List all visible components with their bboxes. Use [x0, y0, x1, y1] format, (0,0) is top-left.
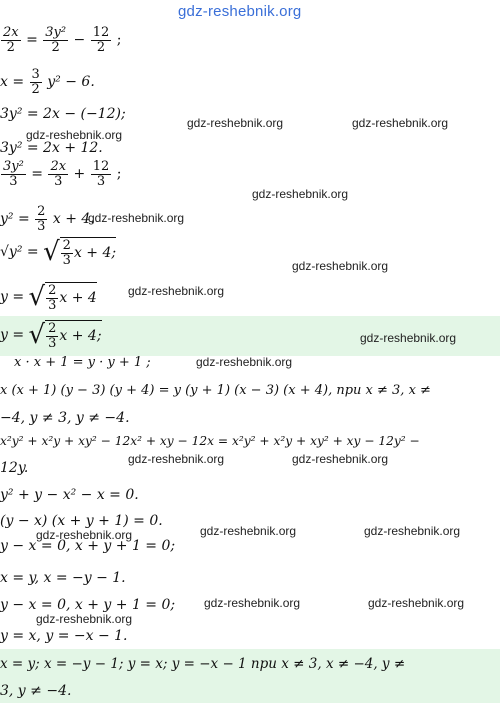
watermark: gdz-reshebnik.org: [252, 187, 349, 201]
equation-line-14: 12y.: [0, 460, 29, 476]
watermark: gdz-reshebnik.org: [368, 596, 465, 610]
equation-line-4: 3y² = 2x + 12.: [0, 140, 103, 156]
equation-line-6: y² = $\frac{2}{3}$ x + 4.: [0, 204, 95, 234]
watermark: gdz-reshebnik.org: [36, 528, 133, 542]
equation-line-12: −4, y ≠ 3, y ≠ −4.: [0, 410, 130, 426]
watermark: gdz-reshebnik.org: [360, 331, 457, 345]
equation-line-21: x = y; x = −y − 1; y = x; y = −x − 1 при x ≠ 3, x ≠ −4, y ≠: [0, 656, 406, 672]
watermark: gdz-reshebnik.org: [36, 612, 133, 626]
watermark: gdz-reshebnik.org: [204, 596, 301, 610]
equation-line-22: 3, y ≠ −4.: [0, 683, 72, 699]
equation-line-2: x = $\frac{3}{2}$ y² − 6.: [0, 67, 95, 97]
equation-line-8: y = √ $\frac{2}{3}$ x + 4: [0, 282, 97, 313]
equation-line-16: (y − x) (x + y + 1) = 0.: [0, 513, 163, 529]
watermark: gdz-reshebnik.org: [292, 452, 389, 466]
equation-line-17: y − x = 0, x + y + 1 = 0;: [0, 538, 176, 554]
equation-line-10: x · x + 1 = y · y + 1 ;: [14, 355, 151, 370]
equation-line-3: 3y² = 2x − (−12);: [0, 106, 126, 122]
equation-line-1: $\frac{2x}{2}$ = $\frac{\text{3y²}}{2}$ − $\frac{12}{2}$ ;: [3, 25, 122, 55]
watermark: gdz-reshebnik.org: [352, 116, 449, 130]
watermark: gdz-reshebnik.org: [292, 259, 389, 273]
watermark: gdz-reshebnik.org: [128, 452, 225, 466]
watermark-top: gdz-reshebnik.org: [178, 3, 302, 20]
equation-line-9: y = √ $\frac{2}{3}$ x + 4;: [0, 320, 102, 351]
watermark: gdz-reshebnik.org: [364, 524, 461, 538]
equation-line-11: x (x + 1) (y − 3) (y + 4) = y (y + 1) (x − 3) (x + 4), при x ≠ 3, x ≠: [0, 383, 431, 398]
watermark: gdz-reshebnik.org: [200, 524, 297, 538]
equation-line-20: y = x, y = −x − 1.: [0, 628, 128, 644]
watermark: gdz-reshebnik.org: [196, 355, 293, 369]
watermark: gdz-reshebnik.org: [187, 116, 284, 130]
equation-line-13: x²y² + x²y + xy² − 12x² + xy − 12x = x²y² + x²y + xy² + xy − 12y² −: [0, 434, 420, 448]
equation-line-15: y² + y − x² − x = 0.: [0, 487, 139, 503]
equation-line-19: y − x = 0, x + y + 1 = 0;: [0, 597, 176, 613]
watermark: gdz-reshebnik.org: [26, 128, 123, 142]
watermark: gdz-reshebnik.org: [128, 284, 225, 298]
equation-line-7: √y² = √ $\frac{2}{3}$ x + 4;: [0, 237, 117, 268]
equation-line-5: $\frac{\text{3y²}}{3}$ = $\frac{2x}{3}$ + $\frac{12}{3}$ ;: [3, 159, 122, 189]
equation-line-18: x = y, x = −y − 1.: [0, 570, 126, 586]
watermark: gdz-reshebnik.org: [88, 211, 185, 225]
